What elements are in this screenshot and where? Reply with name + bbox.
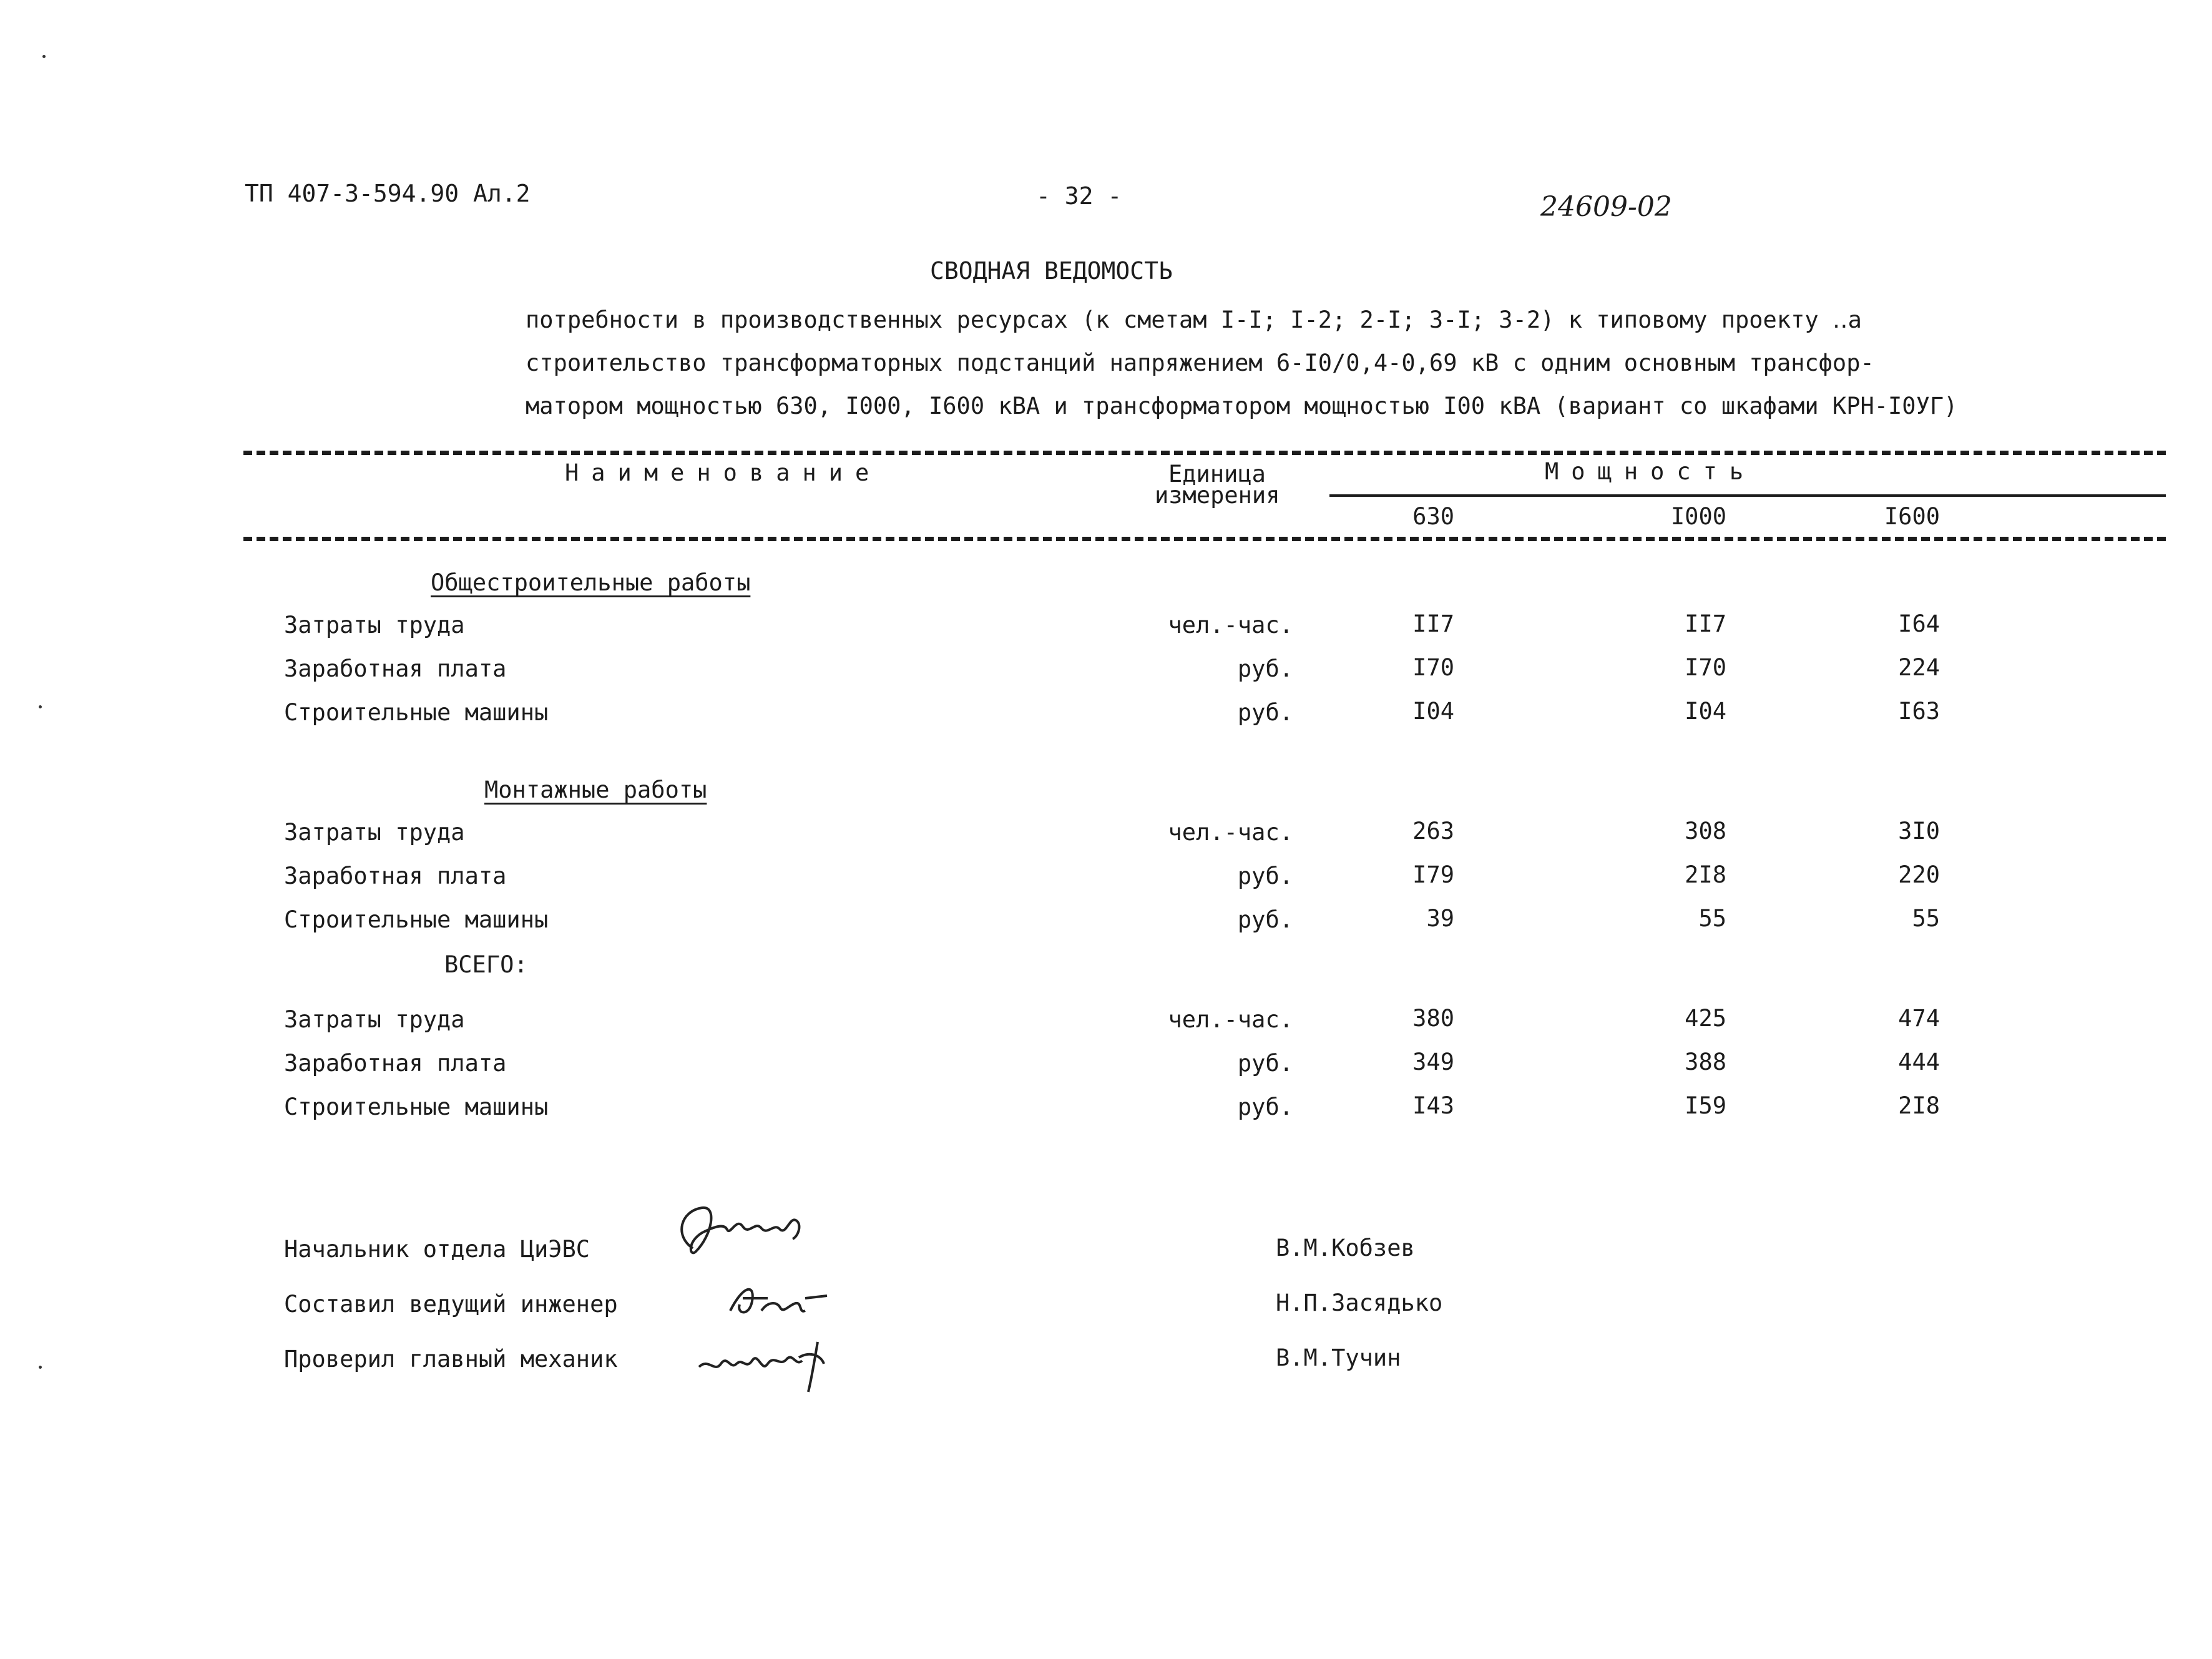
table-row-unit: чел.-час.: [1168, 1006, 1293, 1033]
table-cell: 349: [1412, 1049, 1454, 1075]
table-row-name: Заработная плата: [284, 863, 507, 889]
table-row-name: Строительные машины: [284, 906, 549, 933]
document-title: СВОДНАЯ ВЕДОМОСТЬ: [930, 257, 1173, 285]
handwritten-signature-2: [718, 1273, 843, 1329]
table-cell: I70: [1412, 654, 1454, 681]
table-cell: 3I0: [1898, 818, 1940, 844]
table-cell: II7: [1685, 610, 1726, 637]
page-number: - 32 -: [1036, 182, 1122, 210]
document-code: ТП 407-3-594.90 Ал.2: [245, 180, 531, 207]
table-row-unit: руб.: [1237, 655, 1293, 682]
table-cell: 425: [1685, 1005, 1726, 1032]
section-title: Монтажные работы: [484, 776, 707, 803]
handwritten-signature-1: [668, 1198, 830, 1273]
table-row-name: Строительные машины: [284, 699, 549, 726]
table-row-name: Заработная плата: [284, 1050, 507, 1077]
table-cell: 263: [1412, 818, 1454, 844]
margin-speck: [39, 1366, 42, 1369]
totals-title: ВСЕГО:: [444, 951, 528, 978]
table-row-name: Затраты труда: [284, 612, 465, 639]
table-cell: I04: [1412, 698, 1454, 725]
table-row-name: Строительные машины: [284, 1094, 549, 1120]
description-line-3: матором мощностью 630, I000, I600 кВА и трансформатором мощностью I00 кВА (вариант со шкафами КРН-I0УГ): [526, 393, 1958, 419]
section-title: Общестроительные работы: [431, 569, 751, 596]
table-cell: 388: [1685, 1049, 1726, 1075]
table-cell: 380: [1412, 1005, 1454, 1032]
table-row-unit: чел.-час.: [1168, 819, 1293, 846]
table-row-unit: чел.-час.: [1168, 612, 1293, 639]
table-row-unit: руб.: [1237, 1050, 1293, 1077]
table-row-name: Заработная плата: [284, 655, 507, 682]
table-cell: II7: [1412, 610, 1454, 637]
inventory-number: 24609-02: [1540, 191, 1672, 223]
table-cell: 55: [1698, 905, 1726, 932]
table-row-name: Затраты труда: [284, 1006, 465, 1033]
table-cell: I63: [1898, 698, 1940, 725]
description-line-2: строительство трансформаторных подстанций напряжением 6-I0/0,4-0,69 кВ с одним основным трансфор-: [526, 350, 1874, 376]
signature-name: Н.П.Засядько: [1276, 1290, 1443, 1316]
column-header-unit-line2: измерения: [1155, 482, 1280, 509]
table-row-unit: руб.: [1237, 699, 1293, 726]
table-header-rule: [243, 537, 2166, 541]
power-header-rule: [1329, 494, 2166, 497]
signature-role: Начальник отдела ЦиЭВС: [284, 1236, 590, 1263]
table-cell: I04: [1685, 698, 1726, 725]
table-cell: I79: [1412, 861, 1454, 888]
column-header-unit-line1: Единица: [1168, 461, 1266, 487]
signature-name: В.М.Тучин: [1276, 1344, 1401, 1371]
table-cell: 2I8: [1685, 861, 1726, 888]
table-cell: 2I8: [1898, 1092, 1940, 1119]
margin-speck: [39, 705, 42, 708]
table-cell: I70: [1685, 654, 1726, 681]
table-cell: I43: [1412, 1092, 1454, 1119]
signature-role: Проверил главный механик: [284, 1346, 618, 1373]
table-cell: 224: [1898, 654, 1940, 681]
table-cell: 220: [1898, 861, 1940, 888]
margin-speck: [42, 55, 46, 58]
table-row-unit: руб.: [1237, 863, 1293, 889]
power-column-1600: I600: [1884, 503, 1940, 530]
handwritten-signature-3: [693, 1329, 843, 1398]
table-row-unit: руб.: [1237, 906, 1293, 933]
table-cell: 308: [1685, 818, 1726, 844]
table-top-rule: [243, 451, 2166, 455]
description-line-1: потребности в производственных ресурсах (к сметам I-I; I-2; 2-I; 3-I; 3-2) к типовому проекту ‥а: [526, 306, 1862, 333]
table-cell: I59: [1685, 1092, 1726, 1119]
signature-name: В.М.Кобзев: [1276, 1235, 1415, 1261]
table-cell: 55: [1912, 905, 1940, 932]
table-row-unit: руб.: [1237, 1094, 1293, 1120]
power-column-630: 630: [1412, 503, 1454, 530]
power-column-1000: I000: [1670, 503, 1726, 530]
table-cell: I64: [1898, 610, 1940, 637]
column-header-name: Наименование: [565, 459, 882, 486]
table-row-name: Затраты труда: [284, 819, 465, 846]
column-header-power: Мощность: [1545, 458, 1756, 485]
table-cell: 39: [1426, 905, 1454, 932]
table-cell: 444: [1898, 1049, 1940, 1075]
signature-role: Составил ведущий инженер: [284, 1291, 618, 1318]
table-cell: 474: [1898, 1005, 1940, 1032]
